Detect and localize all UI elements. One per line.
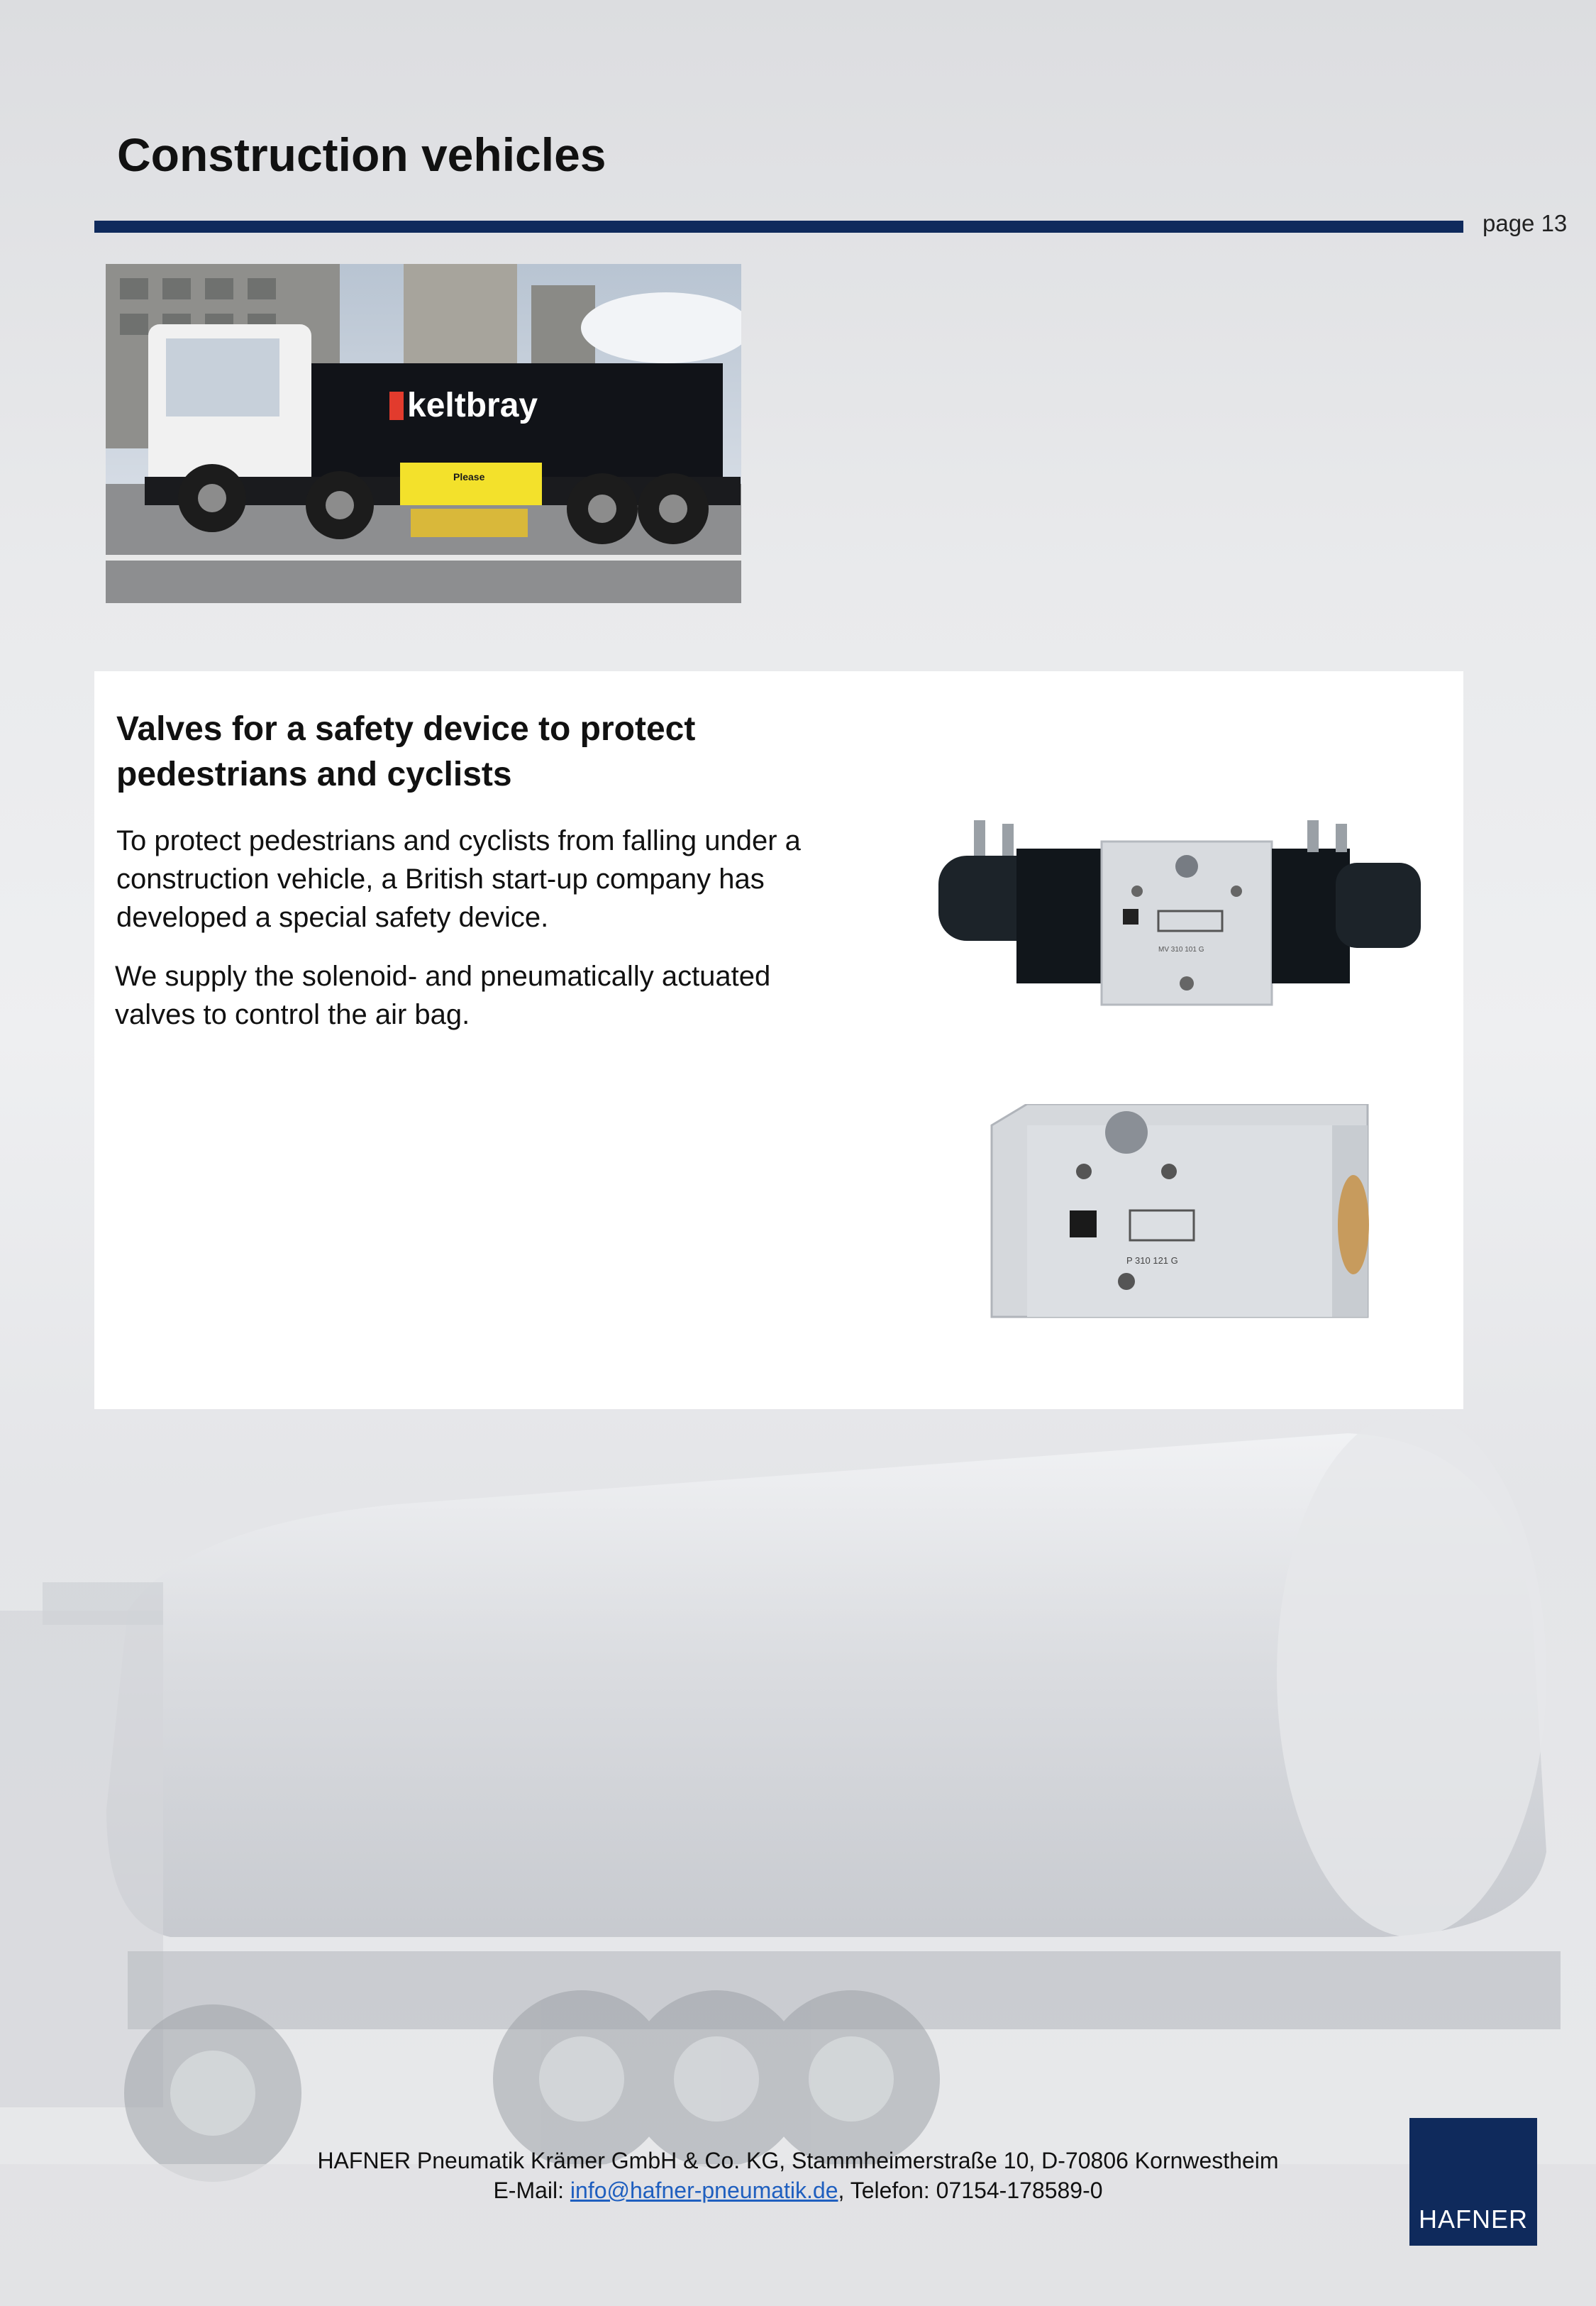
- phone-number: , Telefon: 07154-178589-0: [838, 2178, 1103, 2203]
- pneumatic-valve-image: [985, 1104, 1389, 1338]
- please-sign-text: Please: [453, 471, 485, 482]
- truck-photo: [106, 264, 741, 603]
- section-heading: Valves for a safety device to protect pedestrians and cyclists: [116, 710, 696, 793]
- contact-line: [0, 2175, 1596, 2205]
- valve2-model-label: P 310 121 G: [1126, 1255, 1178, 1266]
- company-address: HAFNER Pneumatik Krämer GmbH & Co. KG, Stammheimerstraße 10, D-70806 Kornwestheim: [317, 2148, 1279, 2173]
- title-rule: [94, 221, 1463, 233]
- email-link[interactable]: info@hafner-pneumatik.de: [570, 2178, 838, 2203]
- hafner-logo-text: HAFNER: [1418, 2205, 1528, 2234]
- page-number: page 13: [1483, 210, 1568, 236]
- keltbray-logo-text: keltbray: [407, 387, 538, 424]
- paragraph-valve-supply: We supply the solenoid- and pneumatically actuated valves to control the air bag.: [115, 961, 771, 1030]
- hafner-logo: [1409, 2118, 1537, 2246]
- content-panel: [94, 671, 1463, 1409]
- solenoid-valve-image: [924, 813, 1449, 1019]
- paragraph-safety-device: To protect pedestrians and cyclists from falling under a construction vehicle, a British start-up company has developed a special safety device.: [116, 825, 801, 933]
- footer: [0, 2146, 1596, 2205]
- page-title: Construction vehicles: [117, 128, 606, 181]
- email-prefix: E-Mail:: [493, 2178, 570, 2203]
- valve1-model-label: MV 310 101 G: [1158, 946, 1204, 954]
